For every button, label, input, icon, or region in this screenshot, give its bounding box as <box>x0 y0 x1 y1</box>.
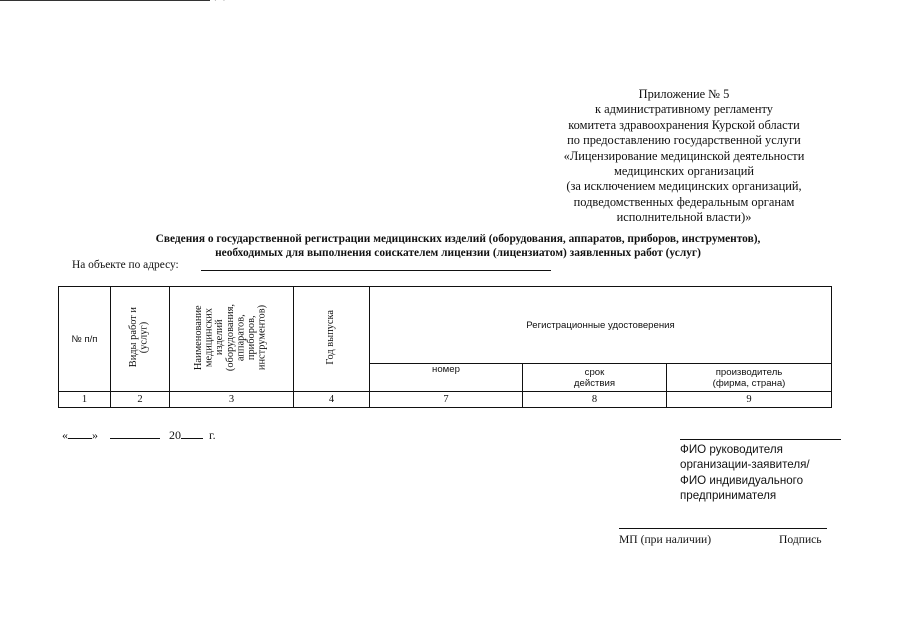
signatory-line: организации-заявителя/ <box>680 458 810 472</box>
header-works-label: Виды работ и (услуг) <box>128 307 150 368</box>
address-label: На объекте по адресу: <box>72 259 179 271</box>
table-header-row <box>59 287 832 364</box>
appendix-line: медицинских организаций <box>614 164 754 179</box>
header-works <box>111 287 170 392</box>
stamp-label: МП (при наличии) <box>619 533 712 546</box>
appendix-line: по предоставлению государственной услуги <box>567 133 801 148</box>
signatory-line: ФИО руководителя <box>680 443 783 456</box>
header-registration <box>370 287 832 364</box>
appendix-header <box>548 87 820 226</box>
appendix-line: подведомственных федеральным органам <box>573 194 795 209</box>
scan-top-line <box>0 0 210 1</box>
signatory-line: предпринимателя <box>680 489 777 503</box>
header-number <box>59 287 111 392</box>
heading-line-1: Сведения о государственной регистрации медицинских изделий (оборудования, аппаратов, приборов, инструментов), <box>155 233 761 245</box>
subheader-term: срок действия <box>523 364 667 392</box>
header-number-label: № п/п <box>71 333 98 345</box>
name-fill-line[interactable] <box>680 439 841 440</box>
year-suffix: г. <box>209 428 216 442</box>
signature-fill-line[interactable] <box>619 528 827 529</box>
heading-line-2: необходимых для выполнения соискателем лицензии (лицензиатом) заявленных работ (услуг) <box>215 247 701 259</box>
appendix-line: комитета здравоохранения Курской области <box>568 117 800 132</box>
appendix-line: Приложение № 5 <box>638 87 730 101</box>
signatory-line: ФИО индивидуального <box>680 473 804 487</box>
column-number: 9 <box>667 392 832 408</box>
date-line <box>62 428 216 443</box>
day-fill-line[interactable] <box>68 428 92 439</box>
column-number: 1 <box>59 392 111 408</box>
scan-artifact-dots: · · <box>214 0 228 5</box>
month-fill-line[interactable] <box>110 428 160 439</box>
address-fill-line[interactable] <box>201 270 551 271</box>
subheader-maker: производитель (фирма, страна) <box>667 364 832 392</box>
document-heading <box>96 232 820 260</box>
header-year-label: Год выпуска <box>325 310 337 365</box>
year-prefix: 20 <box>169 428 181 442</box>
column-number: 3 <box>170 392 294 408</box>
appendix-line: к административному регламенту <box>595 102 773 117</box>
column-number: 7 <box>370 392 523 408</box>
subheader-number: номер <box>370 364 523 392</box>
header-year <box>294 287 370 392</box>
column-number: 8 <box>523 392 667 408</box>
date-open-quote: « <box>62 428 68 442</box>
header-device-name-label: Наименование медицинских изделий (оборудования, аппаратов, приборов, инструментов) <box>193 303 268 372</box>
appendix-line: исполнительной власти)» <box>616 210 752 225</box>
header-device-name <box>170 287 294 392</box>
year-fill-line[interactable] <box>181 428 203 439</box>
appendix-line: (за исключением медицинских организаций, <box>566 179 802 194</box>
date-close-quote: » <box>92 428 98 442</box>
column-number: 2 <box>111 392 170 408</box>
appendix-line: «Лицензирование медицинской деятельности <box>563 148 805 163</box>
header-registration-label: Регистрационные удостоверения <box>526 319 675 331</box>
column-number: 4 <box>294 392 370 408</box>
table-column-numbers-row <box>59 392 832 408</box>
registration-table <box>58 286 832 408</box>
signature-label: Подпись <box>779 533 822 546</box>
signatory-caption <box>680 442 810 504</box>
